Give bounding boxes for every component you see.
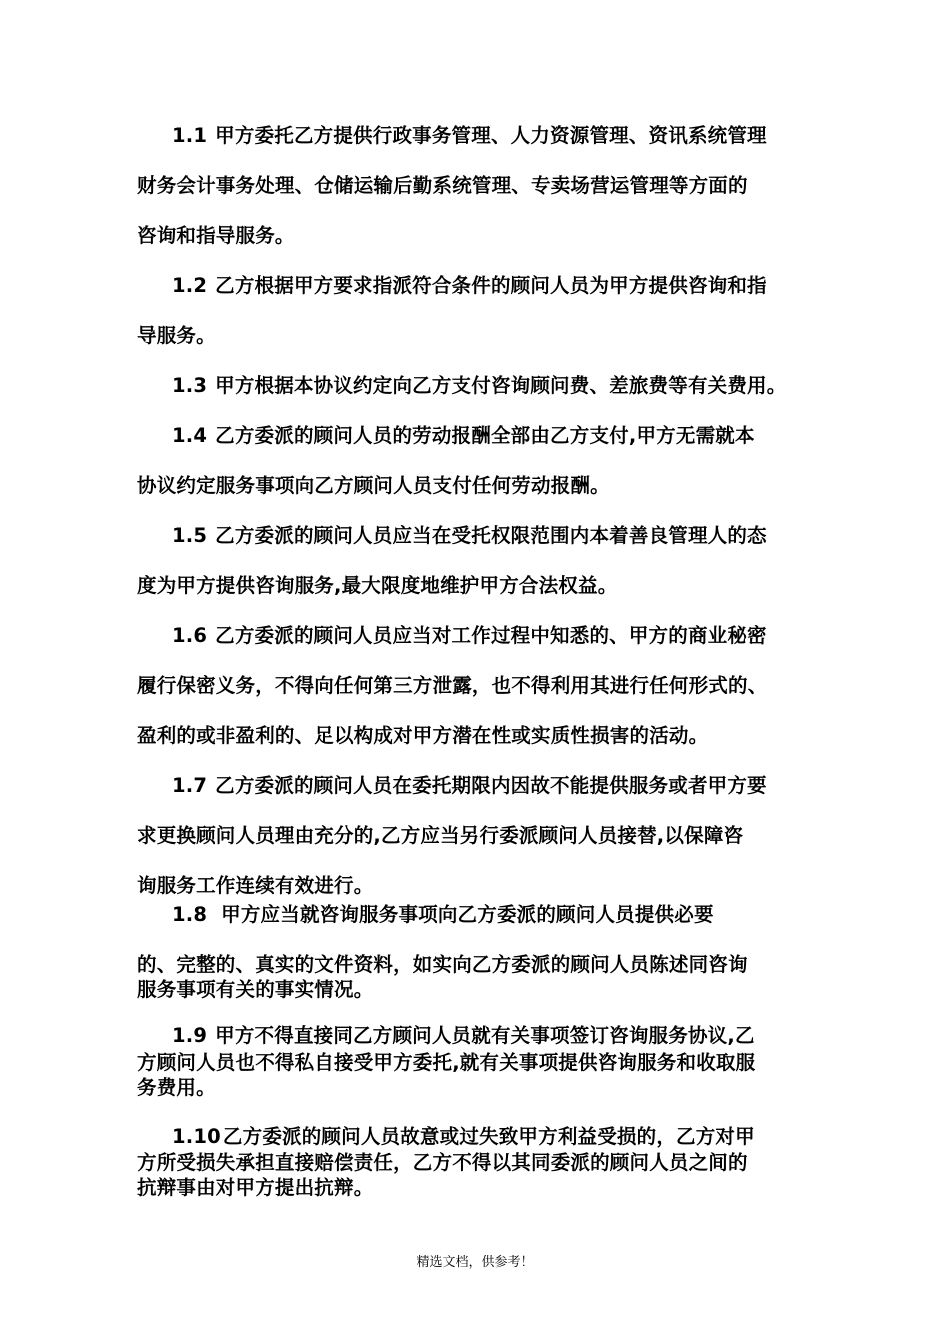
- clause-1-7-line-1: [172, 774, 767, 798]
- clause-1-3-line-1: [172, 374, 786, 398]
- clause-text: 甲方根据本协议约定向乙方支付咨询顾问费、差旅费等有关费用。: [215, 374, 787, 397]
- clause-1-1-line-3: 咨询和指导服务。: [137, 224, 295, 247]
- clause-1-8-line-2: 的、完整的、真实的文件资料，如实向乙方委派的顾问人员陈述同咨询: [137, 953, 748, 976]
- clause-1-8-line-1: [172, 903, 714, 927]
- clause-1-9-line-2: 方顾问人员也不得私自接受甲方委托,就有关事项提供咨询服务和收取服: [137, 1051, 756, 1074]
- page-footer: 精选文档，供参考！: [416, 1255, 534, 1270]
- clause-1-8-line-3: 服务事项有关的事实情况。: [137, 978, 374, 1001]
- clause-1-9-line-3: 务费用。: [137, 1076, 216, 1099]
- clause-1-1-line-2: 财务会计事务处理、仓储运输后勤系统管理、专卖场营运管理等方面的: [137, 174, 748, 197]
- clause-1-4-line-2: 协议约定服务事项向乙方顾问人员支付任何劳动报酬。: [137, 474, 610, 497]
- clause-1-5-line-2: 度为甲方提供咨询服务,最大限度地维护甲方合法权益。: [137, 574, 618, 597]
- clause-number: 1.4: [172, 424, 208, 447]
- clause-1-10-line-2: 方所受损失承担直接赔偿责任，乙方不得以其同委派的顾问人员之间的: [137, 1151, 748, 1174]
- clause-number: 1.9: [172, 1024, 208, 1047]
- clause-number: 1.7: [172, 774, 208, 797]
- clause-text: 甲方应当就咨询服务事项向乙方委派的顾问人员提供必要: [221, 903, 714, 926]
- clause-text: 乙方委派的顾问人员的劳动报酬全部由乙方支付,甲方无需就本: [215, 424, 755, 447]
- clause-number: 1.1: [172, 124, 208, 147]
- clause-text: 乙方委派的顾问人员应当在受托权限范围内本着善良管理人的态: [215, 524, 767, 547]
- clause-1-1-line-1: [172, 124, 767, 148]
- clause-1-10-line-1: [172, 1125, 755, 1149]
- clause-number: 1.8: [172, 903, 208, 926]
- clause-number: 1.10: [172, 1125, 221, 1148]
- clause-1-2-line-1: [172, 274, 767, 298]
- clause-text: 乙方委派的顾问人员在委托期限内因故不能提供服务或者甲方要: [215, 774, 767, 797]
- clause-text: 甲方不得直接同乙方顾问人员就有关事项签订咨询服务协议,乙: [215, 1024, 755, 1047]
- clause-text: 乙方根据甲方要求指派符合条件的顾问人员为甲方提供咨询和指: [215, 274, 767, 297]
- clause-1-5-line-1: [172, 524, 767, 548]
- clause-1-10-line-3: 抗辩事由对甲方提出抗辩。: [137, 1176, 374, 1199]
- clause-text: 乙方委派的顾问人员应当对工作过程中知悉的、甲方的商业秘密: [215, 624, 767, 647]
- clause-1-4-line-1: [172, 424, 755, 448]
- clause-1-6-line-2: 履行保密义务，不得向任何第三方泄露，也不得利用其进行任何形式的、: [137, 674, 768, 697]
- clause-text: 甲方委托乙方提供行政事务管理、人力资源管理、资讯系统管理: [215, 124, 767, 147]
- clause-text: 乙方委派的顾问人员故意或过失致甲方利益受损的，乙方对甲: [222, 1125, 755, 1148]
- clause-number: 1.2: [172, 274, 208, 297]
- clause-1-6-line-1: [172, 624, 767, 648]
- clause-number: 1.6: [172, 624, 208, 647]
- clause-1-6-line-3: 盈利的或非盈利的、足以构成对甲方潜在性或实质性损害的活动。: [137, 724, 709, 747]
- clause-1-7-line-2: 求更换顾问人员理由充分的,乙方应当另行委派顾问人员接替,以保障咨: [137, 824, 744, 847]
- clause-1-9-line-1: [172, 1024, 755, 1048]
- clause-number: 1.5: [172, 524, 208, 547]
- clause-1-2-line-2: 导服务。: [137, 324, 216, 347]
- clause-number: 1.3: [172, 374, 208, 397]
- clause-1-7-line-3: 询服务工作连续有效进行。: [137, 874, 374, 897]
